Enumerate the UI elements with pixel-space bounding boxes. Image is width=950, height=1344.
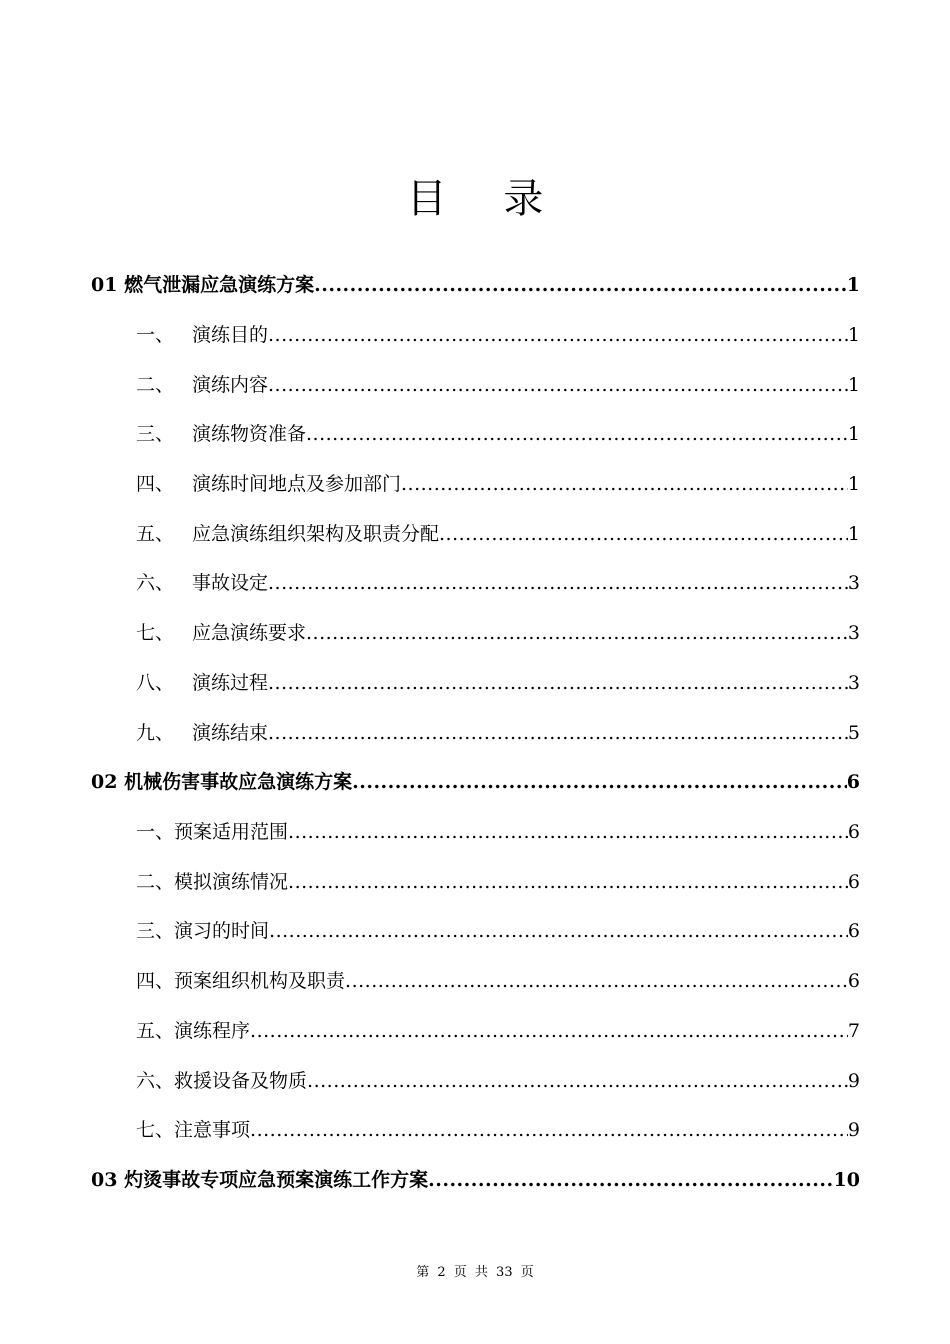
toc-title: 演练内容 — [192, 374, 269, 396]
dot-leader — [345, 966, 848, 996]
toc-page-number: 6 — [847, 821, 860, 843]
toc-number: 七、 — [136, 1119, 175, 1141]
toc-title: 演练目的 — [192, 324, 269, 346]
toc-title: 灼烫事故专项应急预案演练工作方案 — [124, 1169, 429, 1191]
dot-leader — [307, 1066, 848, 1096]
toc-item[interactable] — [0, 817, 950, 847]
toc-title: 燃气泄漏应急演练方案 — [124, 274, 315, 296]
toc-item[interactable] — [0, 1115, 950, 1145]
toc-number: 五、 — [136, 1020, 175, 1042]
toc-number: 03 — [91, 1169, 118, 1191]
toc-page-number: 3 — [847, 622, 860, 644]
toc-number: 四、 — [136, 970, 175, 992]
toc-page-number: 1 — [847, 473, 860, 495]
toc-number: 01 — [91, 274, 118, 296]
toc-title: 应急演练组织架构及职责分配 — [192, 523, 440, 545]
toc-page-number: 5 — [847, 722, 860, 744]
toc-title: 演练过程 — [192, 672, 269, 694]
toc-title: 预案适用范围 — [174, 821, 289, 843]
dot-leader — [352, 767, 847, 797]
toc-item[interactable] — [0, 618, 950, 648]
toc-item[interactable] — [0, 966, 950, 996]
toc-item[interactable] — [0, 1066, 950, 1096]
toc-title: 机械伤害事故应急演练方案 — [124, 771, 353, 793]
dot-leader — [268, 320, 848, 350]
toc-title: 模拟演练情况 — [174, 871, 289, 893]
dot-leader — [268, 668, 848, 698]
toc-page-number: 6 — [846, 771, 860, 793]
toc-number: 二、 — [136, 871, 175, 893]
toc-item[interactable] — [0, 419, 950, 449]
toc-section-01[interactable] — [0, 270, 950, 300]
toc-section-03[interactable] — [0, 1165, 950, 1195]
toc-item[interactable] — [0, 668, 950, 698]
toc-page-number: 1 — [847, 523, 860, 545]
toc-number: 一、 — [136, 324, 175, 346]
dot-leader — [250, 1016, 848, 1046]
dot-leader — [268, 370, 848, 400]
toc-item[interactable] — [0, 718, 950, 748]
toc-number: 五、 — [136, 523, 175, 545]
toc-title: 演练程序 — [174, 1020, 251, 1042]
toc-title: 应急演练要求 — [192, 622, 307, 644]
toc-title: 注意事项 — [174, 1119, 251, 1141]
toc-item[interactable] — [0, 370, 950, 400]
toc-page-number: 6 — [847, 871, 860, 893]
toc-number: 02 — [91, 771, 118, 793]
toc-number: 三、 — [136, 423, 175, 445]
toc-page-number: 3 — [847, 572, 860, 594]
dot-leader — [269, 916, 848, 946]
toc-title: 演习的时间 — [174, 920, 270, 942]
toc-title: 演练结束 — [192, 722, 269, 744]
toc-page-number: 6 — [847, 920, 860, 942]
dot-leader — [401, 469, 848, 499]
toc-item[interactable] — [0, 568, 950, 598]
toc-item[interactable] — [0, 1016, 950, 1046]
toc-page-number: 7 — [847, 1020, 860, 1042]
toc-title: 救援设备及物质 — [174, 1070, 308, 1092]
toc-number: 四、 — [136, 473, 175, 495]
toc-number: 三、 — [136, 920, 175, 942]
dot-leader — [314, 270, 847, 300]
dot-leader — [306, 618, 848, 648]
page-footer: 第 2 页 共 33 页 — [416, 1265, 534, 1280]
toc-title: 演练时间地点及参加部门 — [192, 473, 402, 495]
toc-page-number: 6 — [847, 970, 860, 992]
toc-page-number: 9 — [847, 1119, 860, 1141]
toc-number: 一、 — [136, 821, 175, 843]
dot-leader — [250, 1115, 848, 1145]
toc-page-number: 1 — [846, 274, 860, 296]
dot-leader — [288, 817, 848, 847]
toc-title: 预案组织机构及职责 — [174, 970, 346, 992]
toc-title: 演练物资准备 — [192, 423, 307, 445]
toc-page-number: 1 — [847, 324, 860, 346]
toc-number: 八、 — [136, 672, 175, 694]
toc-page-number: 9 — [847, 1070, 860, 1092]
toc-number: 六、 — [136, 1070, 175, 1092]
toc-number: 二、 — [136, 374, 175, 396]
toc-number: 九、 — [136, 722, 175, 744]
toc-item[interactable] — [0, 469, 950, 499]
dot-leader — [288, 867, 848, 897]
toc-number: 六、 — [136, 572, 175, 594]
dot-leader — [439, 519, 848, 549]
toc-item[interactable] — [0, 320, 950, 350]
toc-section-02[interactable] — [0, 767, 950, 797]
toc-item[interactable] — [0, 867, 950, 897]
toc-number: 七、 — [136, 622, 175, 644]
toc-page-number: 1 — [847, 374, 860, 396]
toc-page-number: 1 — [847, 423, 860, 445]
toc-item[interactable] — [0, 519, 950, 549]
dot-leader — [268, 568, 848, 598]
dot-leader — [268, 718, 848, 748]
dot-leader — [428, 1165, 833, 1195]
toc-page-number: 10 — [833, 1169, 860, 1191]
dot-leader — [306, 419, 848, 449]
toc-item[interactable] — [0, 916, 950, 946]
toc-title: 事故设定 — [192, 572, 269, 594]
toc-page-number: 3 — [847, 672, 860, 694]
page-title: 目 录 — [406, 176, 566, 222]
